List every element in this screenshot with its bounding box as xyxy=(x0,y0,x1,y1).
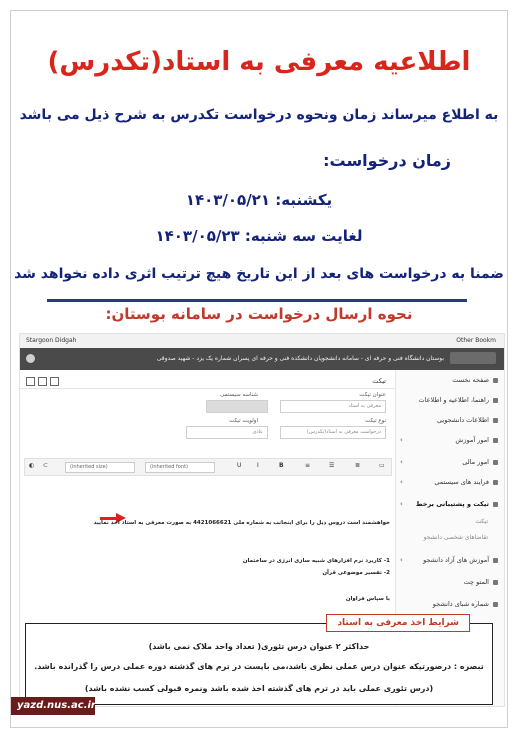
menu-item-icon xyxy=(493,480,498,485)
sidebar-item[interactable] xyxy=(434,478,498,486)
chevron-icon[interactable]: ‹ xyxy=(400,436,403,444)
menu-item-icon xyxy=(493,602,498,607)
end-date: لغایت سه شنبه: ۱۴۰۳/۰۵/۲۳ xyxy=(155,227,363,245)
sidebar-item-label: تیکت xyxy=(475,518,488,525)
ticket-toolbar xyxy=(20,374,396,389)
rules-tag: شرایط اخذ معرفی به استاد xyxy=(326,614,470,632)
sidebar-item[interactable] xyxy=(475,518,488,525)
menu-item-icon xyxy=(493,418,498,423)
sidebar-item[interactable] xyxy=(416,500,498,508)
sidebar-item[interactable] xyxy=(462,458,498,466)
underline-icon[interactable]: U xyxy=(237,462,242,469)
chevron-icon[interactable]: ‹ xyxy=(400,478,403,486)
chevron-icon[interactable]: ‹ xyxy=(400,458,403,466)
type-label: نوع تیکت xyxy=(364,418,386,424)
divider xyxy=(47,299,467,302)
site-watermark xyxy=(11,697,95,715)
app-header xyxy=(20,348,504,370)
menu-item-icon xyxy=(493,460,498,465)
deadline-warning: ضمنا به درخواست های بعد از این تاریخ هیچ ترتیب اثری داده نخواهد شد xyxy=(14,266,504,282)
sidebar-item[interactable] xyxy=(424,534,488,541)
menu-item-icon xyxy=(493,580,498,585)
list-icon[interactable]: ☰ xyxy=(329,462,335,469)
menu-item-icon xyxy=(493,438,498,443)
italic-icon[interactable]: I xyxy=(257,462,259,469)
bookmark-right[interactable]: Other Bookm xyxy=(456,337,496,344)
system-id-label: شناسه سیستمی xyxy=(220,392,258,398)
menu-item-icon xyxy=(493,558,498,563)
body-line-3: 2- تفسیر موضوعی قرآن xyxy=(322,570,390,576)
time-heading: زمان درخواست: xyxy=(323,151,451,170)
rules-box xyxy=(25,618,493,705)
sidebar-item[interactable] xyxy=(418,396,498,404)
menu-item-icon xyxy=(493,398,498,403)
chevron-icon[interactable]: ‹ xyxy=(400,556,403,564)
editor-toolbar xyxy=(24,458,392,476)
priority-value: عادی xyxy=(252,429,263,435)
font-size-select[interactable] xyxy=(65,462,135,473)
rules-line-1: حداکثر ۲ عنوان درس تئوری( تعداد واحد ملاک نمی باشد) xyxy=(148,642,370,651)
priority-label: اولویت تیکت xyxy=(228,418,258,424)
start-date: یکشنبه: ۱۴۰۳/۰۵/۲۱ xyxy=(185,191,333,209)
back-icon[interactable] xyxy=(26,377,35,386)
title-value: معرفی به استاد xyxy=(348,403,381,409)
type-select[interactable] xyxy=(280,426,386,439)
font-family-value: (inherited font) xyxy=(150,464,188,470)
sidebar-item-label: آموزش های آزاد دانشجو xyxy=(423,556,489,564)
poster-title: اطلاعیه معرفی به استاد(تکدرس) xyxy=(47,47,471,77)
body-line-1: خواهشمند است دروس ذیل را برای اینجانب به شماره ملی 4421066621 به صورت معرفی به استاد اخذ نمایید xyxy=(93,520,390,526)
bold-icon[interactable]: B xyxy=(279,462,284,469)
link-icon[interactable]: ⊂ xyxy=(43,462,49,469)
watermark-text: yazd.nus.ac.ir xyxy=(17,700,96,711)
sidebar-item-label: امور آموزش xyxy=(455,436,489,444)
close-icon[interactable] xyxy=(50,377,59,386)
align-icon[interactable]: ≡ xyxy=(305,462,311,469)
bookmark-left[interactable]: Stargoon Didgah xyxy=(26,337,77,344)
priority-select[interactable] xyxy=(186,426,268,439)
app-header-title: بوستان دانشگاه فنی و حرفه ای - سامانه دانشجویان دانشکده فنی و حرفه ای پسران شماره یک یزد - شهید صدوقی xyxy=(156,355,444,362)
sidebar-item[interactable] xyxy=(464,578,498,586)
settings-icon[interactable] xyxy=(26,354,35,363)
font-size-value: (inherited size) xyxy=(70,464,108,470)
ticket-label: تیکت xyxy=(372,377,386,385)
rules-line-2: تبصره : درصورتیکه عنوان درس عملی نظری باشد،می بایست در ترم های گذشته دوره عملی درس را گذرانده باشد. xyxy=(34,662,484,671)
sidebar-item-label: تقاضاهای شخصی دانشجو xyxy=(423,534,488,541)
sidebar-item-label: صفحه نخست xyxy=(452,376,489,384)
sidebar-item-label: راهنما، اطلاعیه و اطلاعات xyxy=(418,396,489,404)
sidebar-item-label: اطلاعات دانشجویی xyxy=(437,416,489,424)
body-line-4: با سپاس فراوان xyxy=(345,596,390,602)
save-icon[interactable] xyxy=(38,377,47,386)
menu-item-icon xyxy=(493,502,498,507)
source-icon[interactable]: ◐ xyxy=(29,462,35,469)
sidebar-item[interactable] xyxy=(437,416,498,424)
system-id-field xyxy=(206,400,268,413)
sidebar-item[interactable] xyxy=(423,556,498,564)
browser-bookmarks-bar xyxy=(20,334,504,348)
user-menu[interactable] xyxy=(450,352,496,364)
rules-line-3: (درس تئوری عملی باید در ترم های گذشته اخذ شده باشد ونمره قبولی کسب نشده باشد) xyxy=(84,684,434,693)
sidebar-item-label: شماره شبای دانشجو xyxy=(432,600,489,608)
sidebar-item-label: فرایند های سیستمی xyxy=(434,478,489,486)
method-heading: نحوه ارسال درخواست در سامانه بوستان: xyxy=(105,305,413,323)
image-icon[interactable]: ▭ xyxy=(379,462,385,469)
sidebar-item[interactable] xyxy=(433,600,498,608)
sidebar-item-label: امور مالی xyxy=(462,458,489,466)
menu-item-icon xyxy=(493,378,498,383)
title-input[interactable] xyxy=(280,400,386,413)
body-line-2: 1- کاربرد نرم افزارهای شبیه سازی انرژی در ساختمان xyxy=(242,558,390,564)
poster-intro: به اطلاع میرساند زمان ونحوه درخواست تکدرس به شرح ذیل می باشد xyxy=(19,107,499,123)
sidebar-item[interactable] xyxy=(455,436,498,444)
announcement-poster xyxy=(10,10,508,728)
type-value: درخواست معرفی به استاد(تکدرس) xyxy=(306,429,381,435)
title-label: عنوان تیکت xyxy=(359,392,386,398)
sidebar-item-label: تیکت و پشتیبانی برخط xyxy=(415,500,489,508)
indent-icon[interactable]: ≣ xyxy=(355,462,361,469)
sidebar-item[interactable] xyxy=(452,376,498,384)
font-family-select[interactable] xyxy=(145,462,215,473)
sidebar-item-label: المتو چت xyxy=(463,578,489,586)
chevron-icon[interactable]: ‹ xyxy=(400,500,403,508)
